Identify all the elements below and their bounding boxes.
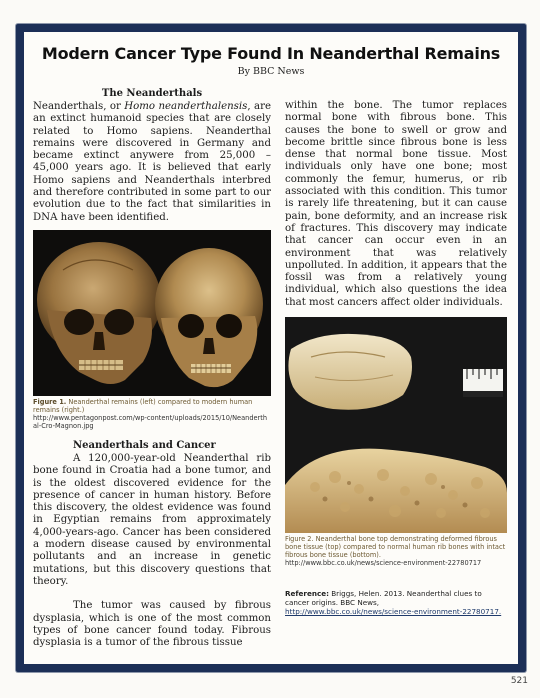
reference-text: Briggs, Helen. 2013. Neanderthal clues to cancer origins. BBC News, [285, 589, 482, 608]
skulls-photo [33, 230, 271, 396]
reference-label: Reference: [285, 589, 329, 599]
section-heading-cancer: Neanderthals and Cancer [73, 439, 216, 451]
right-column [285, 100, 507, 616]
figure-1-caption [33, 398, 271, 414]
figure-1-label: Figure 1. [33, 397, 67, 406]
left-column [33, 88, 271, 649]
figure-1-source-link[interactable]: http://www.pentagonpost.com/wp-content/uploads/2015/10/Neanderthal-Cro-Magnon.jpg [33, 413, 268, 430]
deformed-bone [288, 334, 412, 410]
page-number: 521 [510, 676, 528, 686]
article-byline: By BBC News [237, 66, 305, 77]
reference-block [285, 589, 507, 616]
figure-1-image [33, 230, 271, 396]
text-fragment: Neanderthals, or [33, 101, 125, 112]
section-cancer-paragraph-2: The tumor was caused by fibrous dysplasia, which is one of the most common types of bone cancer found today. Fibrous dysplasia is a tumor of the fibrous tissue [33, 600, 271, 649]
figure-2-image [285, 317, 507, 533]
section-cancer-paragraph-1: A 120,000-year-old Neanderthal rib bone found in Croatia had a bone tumor, and is the oldest discovered evidence for the presence of cancer in human history. Before this discovery, the oldest evidence was found in Egyptian remains from approximately 4,000-years-ago. Cancer has been considered a modern disease caused by environmental pollutants and an increase in genetic mutations, but this discovery questions that theory. [33, 452, 271, 587]
figure-2-caption: Figure 2. Neanderthal bone top demonstrating deformed fibrous bone tissue (top) compared to normal human rib bones with intact fibrous bone tissue (bottom). [285, 535, 506, 560]
article-title: Modern Cancer Type Found In Neanderthal Remains [41, 44, 501, 63]
section-neanderthals-text [33, 101, 271, 224]
figure-1-caption-text: Neanderthal remains (left) compared to modern human remains (right.) [33, 397, 253, 414]
figure-2-source-link[interactable]: http://www.bbc.co.uk/news/science-environment-22780717 [285, 559, 482, 568]
scale-ruler [463, 369, 503, 397]
text-fragment: , are an extinct humanoid species that are closely related to Homo sapiens. Neanderthal remains were discovered in Germany and became extinct anywere from 25,000 – 45,000 years ago. It is believed that early Homo sapiens and Neanderthals interbred and therefore contributed in some part to our evolution due to the fact that similarities in DNA have been identified. [33, 101, 271, 223]
article-panel [24, 32, 518, 664]
right-column-text: within the bone. The tumor replaces normal bone with fibrous bone. This causes the bone to swell or grow and become brittle since fibrous bone is less dense that normal bone tissue. Most individuals only have one bone; most commonly the femur, humerus, or rib associated with this condition. This tumor is rarely life threatening, but it can cause pain, bone deformity, and an increase risk of fractures. This discovery may indicate that cancer can occur even in an environment that was relatively unpolluted. In addition, it appears that the fossil was from a relatively young individual, which also questions the idea that most cancers affect older individuals. [285, 100, 507, 308]
section-heading-neanderthals: The Neanderthals [101, 88, 203, 99]
species-name: Homo neanderthalensis [124, 101, 248, 112]
reference-link[interactable]: http://www.bbc.co.uk/news/science-environment-22780717. [285, 607, 502, 617]
bones-photo [285, 317, 507, 533]
